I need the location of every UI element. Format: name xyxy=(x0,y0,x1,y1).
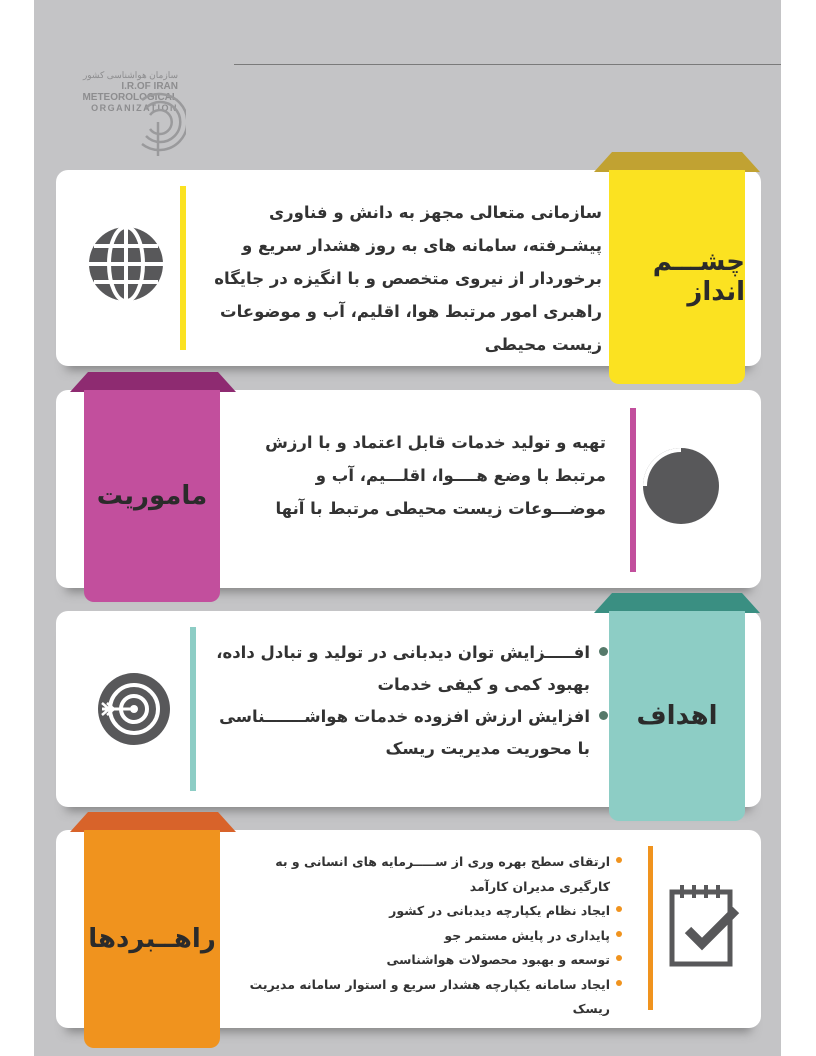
strategies-item: توسعه و بهبود محصولات هواشناسی xyxy=(234,948,622,973)
strategies-title: راهــبردها xyxy=(88,924,216,954)
goals-accent-bar xyxy=(190,627,196,791)
goals-item: افزایش ارزش افزوده خدمات هواشـــــــناسی با محوریت مدیریت ریسک xyxy=(208,701,608,765)
pie-chart-icon xyxy=(641,446,721,526)
mission-title: ماموریت xyxy=(96,481,208,511)
goals-title-tab xyxy=(609,611,745,821)
vision-accent-bar xyxy=(180,186,186,350)
strategies-item: ایجاد سامانه یکپارچه هشدار سریع و استوار سامانه مدیریت ریسک xyxy=(234,973,622,1022)
strategies-list xyxy=(234,850,622,1022)
header-divider xyxy=(234,64,781,65)
mission-accent-bar xyxy=(630,408,636,572)
globe-icon xyxy=(86,224,166,304)
logo-name-en-3: ORGANIZATION xyxy=(91,103,178,113)
vision-text: سازمانی متعالی مجهز به دانش و فناوری پیشـرفته، سامانه های به روز هشدار سریع و برخوردار از نیروی متخصص و با انگیزه در جایگاه راهبری امور مرتبط هوا، اقلیم، آب و موضوعات زیست محیطی xyxy=(214,203,602,354)
infographic-poster xyxy=(34,0,781,1056)
mission-title-tab xyxy=(84,390,220,602)
strategies-title-tab xyxy=(84,830,220,1048)
goals-title: اهداف xyxy=(636,701,718,731)
strategies-accent-bar xyxy=(648,846,653,1010)
strategies-item: پایداری در پایش مستمر جو xyxy=(234,924,622,949)
checklist-icon xyxy=(666,882,742,970)
vision-title-tab xyxy=(609,170,745,384)
goals-tab-fold xyxy=(594,593,760,613)
mission-text: تهیه و تولید خدمات قابل اعتماد و با ارزش مرتبط با وضع هــــوا، اقلـــیم، آب و موضـــوعات زیست محیطی مرتبط با آنها xyxy=(265,433,606,518)
goals-item: افـــــزایش توان دیدبانی در تولید و تبادل داده، بهبود کمی و کیفی خدمات xyxy=(208,637,608,701)
strategies-tab-fold xyxy=(70,812,236,832)
logo-name-fa: سازمان هواشناسی کشور xyxy=(82,70,178,80)
mission-tab-fold xyxy=(70,372,236,392)
logo-name-en-1: I.R.OF IRAN xyxy=(121,81,178,92)
vision-title: چشـــم انداز xyxy=(652,247,745,307)
target-icon xyxy=(96,671,172,747)
logo-name-en-2: METEOROLOGICAL xyxy=(82,92,178,103)
goals-list xyxy=(208,637,608,765)
strategies-item: ایجاد نظام یکپارچه دیدبانی در کشور xyxy=(234,899,622,924)
vision-tab-fold xyxy=(594,152,760,172)
organization-emblem-icon xyxy=(130,78,186,162)
strategies-item: ارتقای سطح بهره وری از ســـــرمایه های انسانی و به کارگیری مدیران کارآمد xyxy=(234,850,622,899)
